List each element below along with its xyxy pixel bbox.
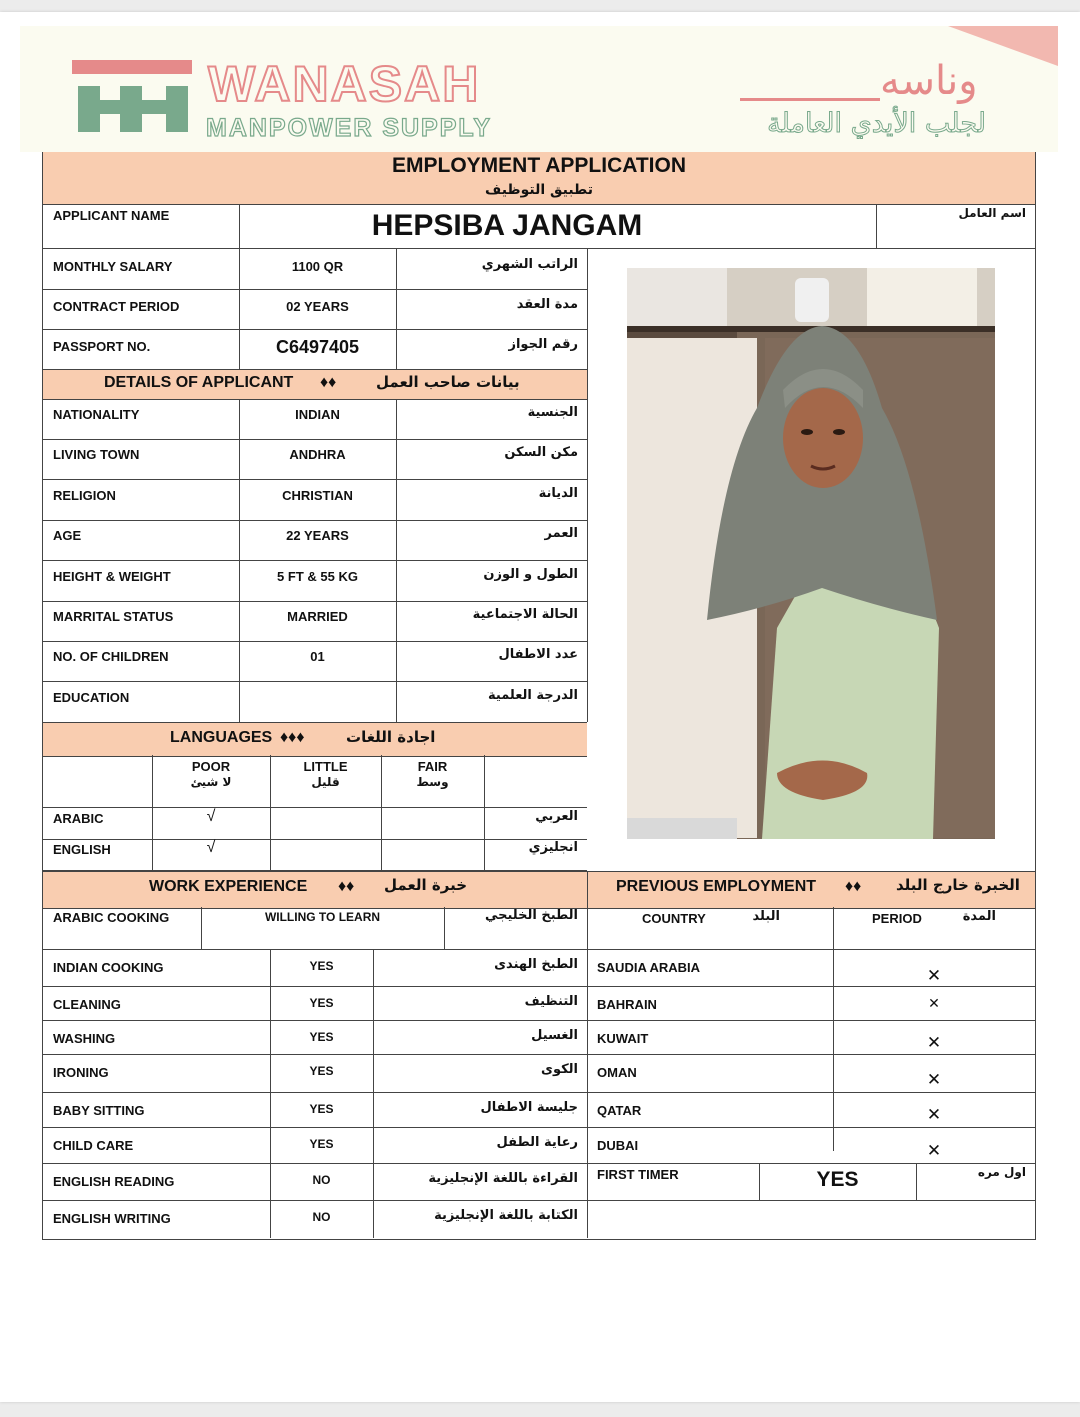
languages-header-ar: اجادة اللغات (346, 728, 436, 746)
cell-divider (239, 682, 240, 722)
top-row-label: CONTRACT PERIOD (53, 299, 180, 314)
details-header-ar: بيانات صاحب العمل (376, 373, 520, 391)
prev-country: QATAR (597, 1103, 642, 1118)
logo-mark-icon (72, 56, 196, 136)
work-ar: الغسيل (531, 1028, 578, 1043)
work-value: YES (309, 996, 334, 1010)
languages-header-diamonds: ♦♦♦ (280, 729, 305, 746)
first-timer-ar: اول مره (977, 1165, 1026, 1179)
prev-period-col-ar: المدة (962, 909, 996, 924)
top-row-value: 1100 QR (291, 259, 344, 274)
language-level: POOR (191, 759, 231, 774)
details-header-en: DETAILS OF APPLICANT (104, 374, 294, 391)
cell-divider (396, 439, 397, 479)
prev-header-ar: الخبرة خارج البلد (896, 876, 1020, 894)
cell-divider (396, 480, 397, 520)
work-ar: الكتابة باللغة الإنجليزية (434, 1208, 578, 1223)
language-level-ar: وسط (416, 775, 449, 789)
language-level: FAIR (417, 759, 448, 774)
detail-label: NO. OF CHILDREN (53, 649, 169, 665)
cell-divider (396, 249, 397, 289)
arabic-cooking-ar: الطبخ الخليجي (484, 908, 578, 923)
row-line (43, 986, 587, 987)
work-ar: رعاية الطفل (496, 1135, 578, 1150)
brand-underline (740, 98, 880, 101)
language-ar: انجليزي (528, 840, 578, 855)
work-ar: التنظيف (524, 994, 578, 1009)
prev-country: DUBAI (597, 1138, 639, 1153)
cell-divider (373, 1054, 374, 1092)
detail-ar: الحالة الاجتماعية (472, 607, 578, 622)
cell-divider (396, 329, 397, 369)
prev-period-mark: ✕ (928, 995, 940, 1011)
row-line (587, 1092, 1035, 1093)
first-timer-value: YES (816, 1168, 859, 1191)
applicant-name-ar: اسم العامل (958, 206, 1026, 220)
work-value: YES (309, 1137, 334, 1151)
work-label: CLEANING (53, 997, 121, 1012)
row-line (43, 1200, 587, 1201)
cell-divider (373, 1092, 374, 1127)
work-label: ENGLISH READING (53, 1174, 175, 1189)
detail-value: MARRIED (287, 609, 348, 624)
detail-value: 5 FT & 55 KG (277, 568, 358, 584)
row-line (43, 681, 587, 682)
detail-value: 01 (310, 649, 325, 665)
work-ar: جليسة الاطفال (480, 1100, 578, 1115)
prev-period-mark: ✕ (926, 966, 942, 985)
first-timer-label: FIRST TIMER (597, 1167, 679, 1182)
prev-period-col: PERIOD (872, 911, 922, 926)
brand-name-en: WANASAH (208, 56, 481, 112)
prev-period-mark: ✕ (926, 1070, 942, 1089)
cell-divider (396, 520, 397, 560)
detail-ar: عدد الاطفال (498, 647, 578, 663)
form-title: EMPLOYMENT APPLICATION (392, 154, 686, 177)
work-value: YES (309, 959, 334, 973)
arabic-cooking-value: WILLING TO LEARN (264, 910, 381, 924)
detail-ar: الديانة (538, 485, 578, 501)
row-line (43, 1054, 587, 1055)
row-line (43, 439, 587, 440)
work-header-en: WORK EXPERIENCE (149, 878, 308, 895)
detail-ar: الطول و الوزن (483, 566, 578, 582)
top-row-label: MONTHLY SALARY (53, 259, 173, 274)
detail-label: NATIONALITY (53, 407, 140, 422)
row-line (43, 641, 587, 642)
row-line (43, 1020, 587, 1021)
applicant-name-value: HEPSIBA JANGAM (371, 209, 643, 242)
language-label: ENGLISH (53, 842, 111, 857)
applicant-photo (627, 268, 995, 839)
top-row-ar: الراتب الشهري (481, 257, 578, 272)
work-label: IRONING (53, 1065, 109, 1080)
languages-header-en: LANGUAGES (170, 729, 273, 746)
detail-ar: مكن السكن (504, 445, 578, 461)
cell-divider (396, 682, 397, 722)
brand-name-ar: وناسه (880, 58, 978, 104)
prev-country: OMAN (597, 1065, 637, 1080)
row-line (587, 1163, 1035, 1164)
prev-header-en: PREVIOUS EMPLOYMENT (616, 878, 817, 895)
work-ar: الطبخ الهندى (494, 957, 578, 972)
detail-label: HEIGHT & WEIGHT (53, 568, 171, 584)
language-label: ARABIC (53, 811, 104, 826)
row-line (587, 986, 1035, 987)
cell-divider (373, 1020, 374, 1054)
prev-country: SAUDIA ARABIA (597, 960, 701, 975)
row-line (43, 1163, 587, 1164)
language-level: LITTLE (303, 759, 348, 774)
prev-country-col: COUNTRY (642, 911, 706, 926)
tagline-en: MANPOWER SUPPLY (206, 114, 493, 142)
row-line (43, 1092, 587, 1093)
cell-divider (484, 755, 485, 871)
row-line (43, 601, 587, 602)
language-ar: العربي (535, 809, 578, 824)
row-line (43, 560, 587, 561)
arabic-cooking-label: ARABIC COOKING (53, 910, 170, 925)
row-line (43, 807, 587, 808)
row-line (43, 329, 587, 330)
cell-divider (396, 399, 397, 439)
language-level-ar: لا شيئ (190, 775, 232, 789)
row-line (587, 1127, 1035, 1128)
application-sheet (0, 12, 1080, 1402)
work-label: INDIAN COOKING (53, 960, 164, 975)
prev-header-diamonds: ♦♦ (845, 878, 862, 895)
top-row-value: C6497405 (275, 337, 360, 357)
prev-period-mark: ✕ (926, 1033, 942, 1052)
row-line (43, 1127, 587, 1128)
detail-ar: العمر (544, 526, 578, 542)
work-header-ar: خبرة العمل (384, 876, 468, 894)
work-ar: الكوى (541, 1062, 578, 1077)
prev-period-mark: ✕ (926, 1105, 942, 1124)
top-row-label: PASSPORT NO. (53, 339, 151, 354)
work-value: YES (309, 1102, 334, 1116)
row-line (587, 1020, 1035, 1021)
prev-country: KUWAIT (597, 1031, 649, 1046)
cell-divider (373, 949, 374, 986)
detail-value: ANDHRA (289, 447, 346, 463)
work-ar: القراءة باللغة الإنجليزية (428, 1171, 578, 1186)
detail-label: LIVING TOWN (53, 447, 140, 463)
form-title-ar: تطبيق التوظيف (485, 182, 593, 198)
prev-country: BAHRAIN (597, 997, 657, 1012)
work-header-diamonds: ♦♦ (338, 878, 355, 895)
cell-divider (396, 289, 397, 329)
work-label: CHILD CARE (53, 1138, 134, 1153)
top-row-ar: رقم الجواز (508, 337, 578, 352)
cell-divider (373, 986, 374, 1020)
cell-divider (396, 601, 397, 641)
detail-label: RELIGION (53, 487, 116, 503)
prev-country-col-ar: البلد (752, 909, 780, 924)
logo-banner (20, 26, 1058, 152)
cell-divider (396, 561, 397, 601)
row-line (43, 289, 587, 290)
detail-value: INDIAN (295, 407, 340, 422)
tagline-ar: لجلب الأيدي العاملة (767, 108, 986, 139)
top-row-ar: مدة العقد (516, 297, 578, 312)
cell-divider (373, 1127, 374, 1163)
detail-value: CHRISTIAN (282, 487, 353, 503)
work-value: NO (312, 1173, 331, 1187)
row-line (43, 479, 587, 480)
prev-period-mark: ✕ (926, 1141, 942, 1160)
detail-label: AGE (53, 528, 82, 544)
cell-divider (373, 1200, 374, 1238)
detail-ar: الجنسية (527, 405, 578, 420)
col-divider (587, 249, 588, 722)
detail-label: MARRITAL STATUS (53, 609, 174, 624)
cell-divider (373, 1163, 374, 1200)
cell-divider (396, 641, 397, 681)
language-level-ar: قليل (311, 775, 340, 789)
detail-value: 22 YEARS (286, 528, 349, 544)
details-header-diamonds: ♦♦ (320, 374, 337, 391)
work-value: NO (312, 1210, 331, 1224)
language-mark: √ (206, 808, 216, 825)
applicant-name-label: APPLICANT NAME (53, 208, 170, 223)
top-row-value: 02 YEARS (286, 299, 349, 314)
detail-ar: الدرجة العلمية (488, 687, 578, 703)
work-label: ENGLISH WRITING (53, 1211, 171, 1226)
language-mark: √ (206, 839, 216, 856)
row-line (587, 949, 1035, 950)
detail-label: EDUCATION (53, 689, 130, 705)
work-label: BABY SITTING (53, 1103, 145, 1118)
languages-header (43, 722, 587, 757)
work-label: WASHING (53, 1031, 116, 1046)
row-line (587, 1054, 1035, 1055)
work-value: YES (309, 1030, 334, 1044)
work-value: YES (309, 1064, 334, 1078)
row-line (43, 520, 587, 521)
